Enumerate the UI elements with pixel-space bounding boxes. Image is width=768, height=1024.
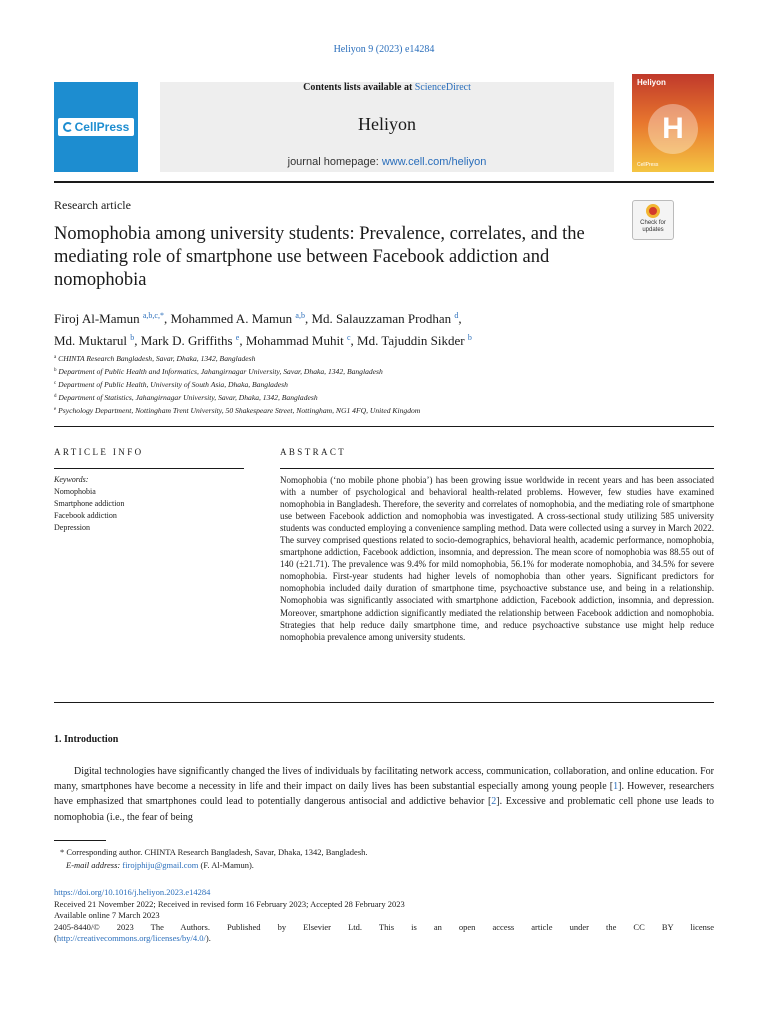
cellpress-logo — [58, 118, 135, 136]
check-for-updates-button[interactable] — [632, 200, 674, 240]
masthead-divider — [54, 181, 714, 183]
cellpress-c-icon — [63, 122, 73, 132]
author-affiliation-ref[interactable]: d — [454, 311, 459, 320]
homepage-line — [160, 156, 614, 168]
cover-h-icon — [648, 104, 698, 154]
keywords-block — [54, 474, 124, 534]
keyword-item[interactable]: Smartphone addiction — [54, 499, 125, 508]
affiliation-text: Department of Public Health, University of South Asia, Dhaka, Bangladesh — [58, 380, 288, 389]
journal-name: Heliyon — [358, 114, 416, 134]
bookmark-icon — [646, 204, 660, 218]
author-name[interactable]: Md. Muktarul — [54, 333, 127, 348]
author-affiliation-ref[interactable]: e — [235, 333, 240, 342]
email-label: E-mail address: — [66, 860, 123, 870]
affiliation-marker: e — [54, 407, 57, 412]
author-name[interactable]: Mohammed A. Mamun — [170, 311, 293, 326]
keywords-label: Keywords: — [54, 475, 89, 484]
author-name[interactable]: Md. Tajuddin Sikder — [357, 333, 465, 348]
citation-link-1[interactable]: 1 — [613, 781, 619, 793]
author-name[interactable]: Firoj Al-Mamun — [54, 311, 140, 326]
author-affiliation-ref[interactable]: a,b,c,* — [142, 311, 164, 320]
affiliation-marker: a — [54, 355, 57, 360]
author-name[interactable]: Mark D. Griffiths — [140, 333, 233, 348]
intro-text-part: Digital technologies have significantly changed the lives of individuals by facilitating network access, communication, collaboration, and online education. For many, smartphones have become a necessity in life and their impact on daily lives has been substantial especially among young people [ — [54, 766, 714, 793]
author-name[interactable]: Mohammad Muhit — [245, 333, 344, 348]
cellpress-logo-panel[interactable] — [54, 82, 138, 172]
section-divider-top — [54, 426, 714, 427]
abstract-heading: ABSTRACT — [280, 447, 347, 457]
affiliation-text: Department of Public Health and Informatics, Jahangirnagar University, Savar, Dhaka, 1342, Bangladesh — [58, 367, 383, 376]
author-affiliation-ref[interactable]: b — [467, 333, 472, 342]
affiliation-list — [54, 352, 714, 417]
contents-prefix: Contents lists available at — [303, 82, 415, 93]
cover-footer: CellPress — [637, 162, 659, 168]
journal-masthead — [54, 74, 714, 174]
license-paren-close: ). — [205, 933, 211, 943]
available-online-date: Available online 7 March 2023 — [54, 910, 160, 920]
license-link[interactable]: http://creativecommons.org/licenses/by/4.0/ — [56, 933, 206, 943]
abstract-text: Nomophobia (‘no mobile phone phobia’) has been growing issue worldwide in recent years and has been associated with a number of psychological and behavioral health-related problems. However, few studies have examined nomophobia in Bangladesh. Therefore, the severity and correlates of nomophobia, and the mediating role of smartphone use between Facebook addiction and nomophobia was investigated. A cross-sectional study utilizing 585 university students was conducted employing a convenience sampling method. Data were collected using a survey in March 2022. The survey comprised questions related to socio-demographics, behavioral health, academic performance, nomophobia, smartphone addiction, Facebook addiction, insomnia, and depression. The mean score of nomophobia was 88.55 out of 140 (±21.71). The prevalence was 9.4% for mild nomophobia, 56.1% for moderate nomophobia, and 34.5% for severe nomophobia. First-year students had higher levels of nomophobia than other years. Significant predictors for nomophobia included daily duration of smartphone time, psychoactive substance use, and being in a relationship. Nomophobia was significantly associated with smartphone addiction, Facebook addiction, insomnia, and depression. Moreover, smartphone addiction significantly mediated the relationship between Facebook addiction and nomophobia. Strategies that help reduce daily smartphone time, and reduce psychoactive substance use might help reduce nomophobia prevalence among university students. — [280, 475, 714, 642]
affiliation-item — [54, 365, 714, 378]
keyword-item[interactable]: Nomophobia — [54, 487, 96, 496]
article-info-rule — [54, 468, 244, 469]
affiliation-marker: c — [54, 381, 57, 386]
article-type: Research article — [54, 198, 131, 212]
email-note — [60, 859, 714, 872]
affiliation-item — [54, 378, 714, 391]
intro-text-part: ]. However, researchers have emphasized that smartphones could lead to potentially dangerous antisocial and addictive behavior [ — [54, 781, 715, 808]
sciencedirect-link[interactable]: ScienceDirect — [414, 82, 471, 93]
license-statement: 2405-8440/© 2023 The Authors. Published by Elsevier Ltd. This is an open access article under the CC BY license — [54, 921, 714, 932]
check-badge-line-1: Check for — [640, 220, 666, 226]
author-name[interactable]: Md. Salauzzaman Prodhan — [311, 311, 452, 326]
article-info-heading: ARTICLE INFO — [54, 447, 144, 457]
publication-info — [54, 887, 714, 945]
affiliation-item — [54, 352, 714, 365]
affiliation-item — [54, 404, 714, 417]
cellpress-logo-text: CellPress — [74, 120, 130, 134]
affiliation-marker: d — [54, 394, 57, 399]
article-title: Nomophobia among university students: Prevalence, correlates, and the mediating role of smartphone use between Facebook addiction and nomophobia — [54, 224, 585, 290]
corresponding-author-note: * Corresponding author. CHINTA Research Bangladesh, Savar, Dhaka, 1342, Bangladesh. — [60, 847, 368, 857]
affiliation-text: Department of Statistics, Jahangirnagar University, Savar, Dhaka, 1342, Bangladesh — [58, 393, 318, 402]
affiliation-text: Psychology Department, Nottingham Trent University, 50 Shakespeare Street, Nottingham, NG1 4FQ, United Kingdom — [58, 406, 421, 415]
journal-cover-thumbnail[interactable] — [632, 74, 714, 172]
author-list: Firoj Al-Mamun $^{a,b,c,*}$, Mohammed A. Mamun $^{a,b}$, Md. Salauzzaman Prodhan $^d$, Md. Muktarul $^b$, Mark D. Griffiths $^e$, Mohammad Muhit $^c$, Md. Tajuddin Sikder $^b$ — [54, 311, 472, 348]
author-affiliation-ref[interactable]: b — [130, 333, 135, 342]
footnotes — [54, 846, 714, 872]
cover-title: Heliyon — [637, 78, 666, 87]
section-divider-bottom — [54, 702, 714, 703]
journal-reference-link[interactable]: Heliyon 9 (2023) e14284 — [333, 44, 435, 55]
contents-line — [160, 82, 614, 93]
cover-letter: H — [662, 112, 684, 145]
journal-homepage-link[interactable]: www.cell.com/heliyon — [381, 156, 487, 168]
author-email-link[interactable]: firojphiju@gmail.com — [122, 860, 199, 870]
received-dates: Received 21 November 2022; Received in revised form 16 February 2023; Accepted 28 February 2023 — [54, 898, 405, 909]
email-suffix: (F. Al-Mamun). — [198, 860, 254, 870]
introduction-heading: 1. Introduction — [54, 734, 119, 745]
affiliation-marker: b — [54, 368, 57, 373]
doi-link[interactable]: https://doi.org/10.1016/j.heliyon.2023.e14284 — [54, 887, 211, 897]
citation-link-2[interactable]: 2 — [491, 796, 497, 808]
abstract-rule — [280, 468, 714, 469]
author-affiliation-ref[interactable]: c — [346, 333, 351, 342]
affiliation-item — [54, 391, 714, 404]
affiliation-text: CHINTA Research Bangladesh, Savar, Dhaka, 1342, Bangladesh — [58, 354, 256, 363]
introduction-paragraph — [54, 764, 714, 825]
license-url-line — [54, 933, 714, 945]
intro-text-part: ]. Excessive and problematic cell phone use leads to nomophobia (i.e., the fear of being — [54, 796, 714, 823]
keyword-item[interactable]: Facebook addiction — [54, 511, 117, 520]
keyword-item[interactable]: Depression — [54, 523, 90, 532]
check-badge-line-2: updates — [642, 227, 664, 233]
homepage-prefix: journal homepage: — [287, 156, 382, 168]
author-affiliation-ref[interactable]: a,b — [295, 311, 305, 320]
footnote-rule — [54, 840, 106, 841]
masthead-center — [160, 82, 614, 172]
license-paren-open: ( — [54, 933, 57, 943]
